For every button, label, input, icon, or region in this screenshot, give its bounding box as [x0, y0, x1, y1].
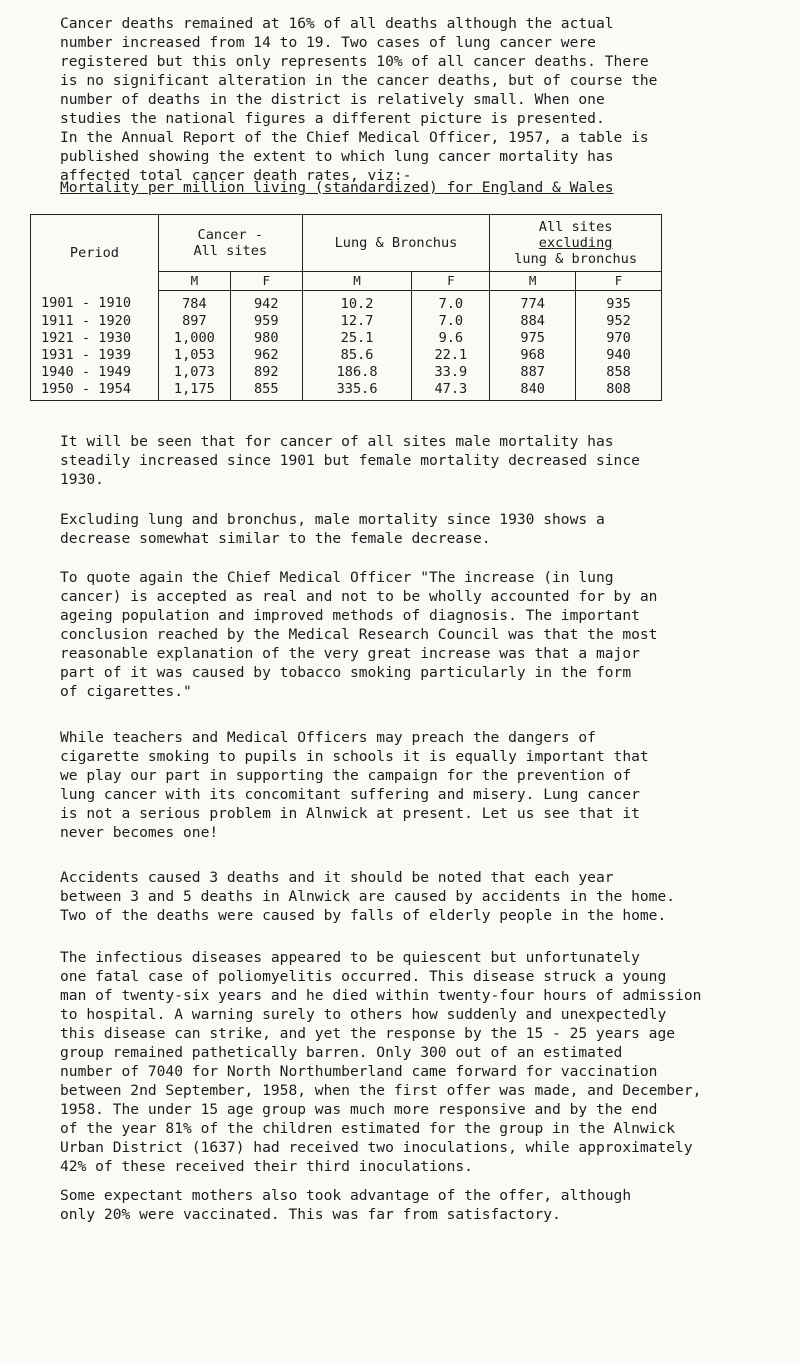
cell-value: 774: [490, 291, 576, 313]
cell-value: 335.6: [302, 380, 412, 401]
cell-period: 1931 - 1939: [31, 346, 159, 363]
text-line: part of it was caused by tobacco smoking particularly in the form: [60, 664, 632, 681]
text-line: steadily increased since 1901 but female mortality decreased since: [60, 452, 640, 469]
cell-value: 1,053: [158, 346, 230, 363]
text-line: Some expectant mothers also took advantage of the offer, although: [60, 1187, 632, 1204]
table-row: [31, 363, 662, 380]
text-line: Excluding lung and bronchus, male mortality since 1930 shows a: [60, 511, 605, 528]
text-line: studies the national figures a different picture is presented.: [60, 110, 605, 127]
text-line: 42% of these received their third inoculations.: [60, 1158, 473, 1175]
text-line: affected total cancer death rates, viz:-: [60, 167, 412, 184]
paragraph-cancer-deaths: [60, 14, 760, 185]
cell-value: 980: [230, 329, 302, 346]
cell-value: 897: [158, 312, 230, 329]
text-line: reasonable explanation of the very great increase was that a major: [60, 645, 640, 662]
text-line: only 20% were vaccinated. This was far from satisfactory.: [60, 1206, 561, 1223]
text-line: ageing population and improved methods of diagnosis. The important: [60, 607, 640, 624]
text-line: we play our part in supporting the campaign for the prevention of: [60, 767, 632, 784]
cell-value: 25.1: [302, 329, 412, 346]
text-line: published showing the extent to which lung cancer mortality has: [60, 148, 614, 165]
cell-value: 7.0: [412, 291, 490, 313]
paragraph-mortality-trend: [60, 432, 760, 489]
cell-value: 970: [576, 329, 662, 346]
text-line: It will be seen that for cancer of all sites male mortality has: [60, 433, 614, 450]
text-line: between 3 and 5 deaths in Alnwick are caused by accidents in the home.: [60, 888, 676, 905]
mortality-table: [30, 214, 662, 401]
table-row: [31, 329, 662, 346]
header-lung-bronchus: Lung & Bronchus: [302, 215, 490, 272]
table-row: [31, 291, 662, 313]
text-line: Two of the deaths were caused by falls of elderly people in the home.: [60, 907, 667, 924]
paragraph-expectant-mothers: [60, 1186, 760, 1224]
text-line: Accidents caused 3 deaths and it should be noted that each year: [60, 869, 614, 886]
table-row: [31, 312, 662, 329]
header-male: M: [490, 272, 576, 291]
cell-period: 1950 - 1954: [31, 380, 159, 401]
text-line: Urban District (1637) had received two inoculations, while approximately: [60, 1139, 693, 1156]
text-line: of cigarettes.": [60, 683, 192, 700]
text-line: group remained pathetically barren. Only 300 out of an estimated: [60, 1044, 623, 1061]
cell-value: 892: [230, 363, 302, 380]
text-line: In the Annual Report of the Chief Medical Officer, 1957, a table is: [60, 129, 649, 146]
text-line: cancer) is accepted as real and not to be wholly accounted for by an: [60, 588, 658, 605]
cell-value: 33.9: [412, 363, 490, 380]
header-male: M: [302, 272, 412, 291]
header-text: All sites: [193, 243, 268, 259]
header-female: F: [230, 272, 302, 291]
text-line: The infectious diseases appeared to be quiescent but unfortunately: [60, 949, 640, 966]
cell-value: 887: [490, 363, 576, 380]
cell-value: 884: [490, 312, 576, 329]
text-line: between 2nd September, 1958, when the first offer was made, and December,: [60, 1082, 702, 1099]
header-excluding-lung: [490, 215, 662, 272]
text-line: 1930.: [60, 471, 104, 488]
header-text: lung & bronchus: [514, 251, 638, 267]
text-line: registered but this only represents 10% of all cancer deaths. There: [60, 53, 649, 70]
paragraph-infectious-diseases: [60, 948, 760, 1176]
cell-value: 1,073: [158, 363, 230, 380]
text-line: number of deaths in the district is relatively small. When one: [60, 91, 605, 108]
header-period: Period: [31, 215, 159, 291]
text-line: decrease somewhat similar to the female decrease.: [60, 530, 491, 547]
header-female: F: [412, 272, 490, 291]
cell-value: 22.1: [412, 346, 490, 363]
header-text: All sites: [538, 219, 613, 235]
text-line: man of twenty-six years and he died within twenty-four hours of admission: [60, 987, 702, 1004]
header-female: F: [576, 272, 662, 291]
text-line: Cancer deaths remained at 16% of all deaths although the actual: [60, 15, 614, 32]
cell-period: 1921 - 1930: [31, 329, 159, 346]
text-line: to hospital. A warning surely to others how suddenly and unexpectedly: [60, 1006, 667, 1023]
cell-value: 840: [490, 380, 576, 401]
paragraph-excluding-lung: [60, 510, 760, 548]
paragraph-teachers: [60, 728, 760, 842]
text-line: lung cancer with its concomitant suffering and misery. Lung cancer: [60, 786, 640, 803]
text-line: To quote again the Chief Medical Officer "The increase (in lung: [60, 569, 614, 586]
cell-value: 186.8: [302, 363, 412, 380]
cell-value: 1,175: [158, 380, 230, 401]
text-line: never becomes one!: [60, 824, 219, 841]
header-male: M: [158, 272, 230, 291]
cell-value: 959: [230, 312, 302, 329]
text-line: is no significant alteration in the cancer deaths, but of course the: [60, 72, 658, 89]
cell-value: 784: [158, 291, 230, 313]
cell-value: 12.7: [302, 312, 412, 329]
cell-value: 952: [576, 312, 662, 329]
cell-value: 940: [576, 346, 662, 363]
header-cancer-all-sites: [158, 215, 302, 272]
text-line: is not a serious problem in Alnwick at present. Let us see that it: [60, 805, 640, 822]
text-line: 1958. The under 15 age group was much more responsive and by the end: [60, 1101, 658, 1118]
text-line: conclusion reached by the Medical Research Council was that the most: [60, 626, 658, 643]
text-line: While teachers and Medical Officers may preach the dangers of: [60, 729, 596, 746]
cell-value: 1,000: [158, 329, 230, 346]
cell-value: 7.0: [412, 312, 490, 329]
cell-period: 1911 - 1920: [31, 312, 159, 329]
table-caption: Mortality per million living (standardized) for England & Wales: [60, 179, 614, 196]
text-line: of the year 81% of the children estimated for the group in the Alnwick: [60, 1120, 676, 1137]
cell-value: 858: [576, 363, 662, 380]
cell-value: 935: [576, 291, 662, 313]
header-text: excluding: [538, 235, 613, 251]
cell-value: 962: [230, 346, 302, 363]
cell-value: 808: [576, 380, 662, 401]
text-line: number increased from 14 to 19. Two cases of lung cancer were: [60, 34, 596, 51]
text-line: number of 7040 for North Northumberland came forward for vaccination: [60, 1063, 658, 1080]
cell-value: 47.3: [412, 380, 490, 401]
cell-period: 1940 - 1949: [31, 363, 159, 380]
text-line: cigarette smoking to pupils in schools it is equally important that: [60, 748, 649, 765]
cell-value: 85.6: [302, 346, 412, 363]
cell-value: 942: [230, 291, 302, 313]
paragraph-cmo-quote: [60, 568, 760, 701]
cell-value: 10.2: [302, 291, 412, 313]
cell-value: 968: [490, 346, 576, 363]
paragraph-accidents: [60, 868, 760, 925]
header-text: Cancer -: [197, 227, 264, 243]
table-row: [31, 380, 662, 401]
table-row: [31, 346, 662, 363]
text-line: one fatal case of poliomyelitis occurred. This disease struck a young: [60, 968, 667, 985]
text-line: this disease can strike, and yet the response by the 15 - 25 years age: [60, 1025, 676, 1042]
cell-period: 1901 - 1910: [31, 291, 159, 313]
cell-value: 975: [490, 329, 576, 346]
cell-value: 855: [230, 380, 302, 401]
cell-value: 9.6: [412, 329, 490, 346]
